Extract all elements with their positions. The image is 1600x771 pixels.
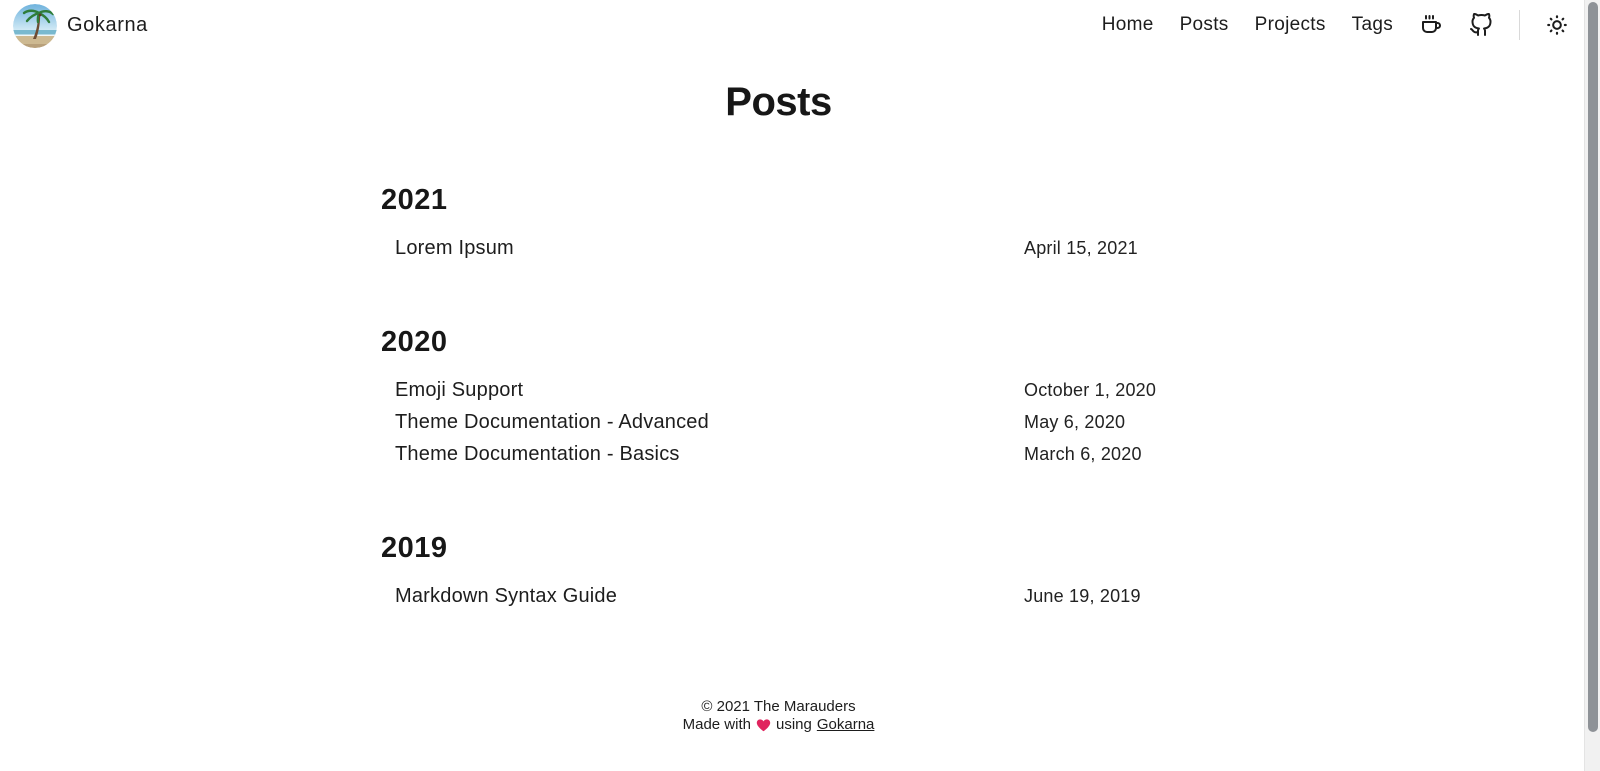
page-title: Posts	[725, 80, 832, 124]
gokarna-theme-link[interactable]: Gokarna	[816, 716, 875, 733]
scrollbar-track[interactable]	[1584, 0, 1600, 771]
year-heading: 2021	[381, 184, 448, 216]
nav-projects[interactable]: Projects	[1254, 14, 1326, 35]
year-section-2021	[381, 186, 1176, 264]
year-heading: 2020	[381, 326, 448, 358]
post-date: May 6, 2020	[1024, 412, 1126, 432]
post-link[interactable]: Lorem Ipsum	[395, 237, 514, 259]
post-date: October 1, 2020	[1024, 380, 1157, 400]
post-date: April 15, 2021	[1024, 238, 1138, 258]
nav-posts[interactable]: Posts	[1179, 14, 1229, 35]
post-row	[381, 406, 1176, 438]
post-row	[381, 232, 1176, 264]
site-footer	[381, 698, 1176, 771]
year-section-2020	[381, 328, 1176, 470]
github-icon[interactable]	[1469, 13, 1493, 37]
site-header	[0, 0, 1584, 50]
coffee-icon[interactable]	[1419, 13, 1443, 37]
post-link[interactable]: Markdown Syntax Guide	[395, 585, 618, 607]
post-link[interactable]: Theme Documentation - Basics	[395, 443, 680, 465]
posts-page	[381, 82, 1176, 771]
copyright-text: © 2021 The Marauders	[701, 698, 856, 715]
site-avatar	[13, 4, 57, 48]
nav-tags[interactable]: Tags	[1351, 14, 1393, 35]
sun-icon[interactable]	[1546, 14, 1568, 36]
brand-home-link[interactable]	[13, 2, 148, 48]
post-link[interactable]: Emoji Support	[395, 379, 524, 401]
made-with-prefix: Made with	[682, 716, 751, 733]
post-row	[381, 374, 1176, 406]
site-title: Gokarna	[67, 13, 148, 36]
made-with-suffix: using	[775, 716, 812, 733]
palm-beach-avatar-image	[13, 4, 57, 48]
post-row	[381, 580, 1176, 612]
year-heading: 2019	[381, 532, 448, 564]
post-date: June 19, 2019	[1024, 586, 1141, 606]
made-with-line	[683, 716, 875, 734]
nav-divider	[1519, 10, 1520, 40]
heart-icon	[756, 718, 771, 732]
post-date: March 6, 2020	[1024, 444, 1142, 464]
scrollbar-thumb[interactable]	[1588, 2, 1598, 732]
main-nav	[1102, 10, 1568, 40]
post-link[interactable]: Theme Documentation - Advanced	[395, 411, 709, 433]
nav-home[interactable]: Home	[1101, 14, 1154, 35]
post-row	[381, 438, 1176, 470]
year-section-2019	[381, 534, 1176, 612]
